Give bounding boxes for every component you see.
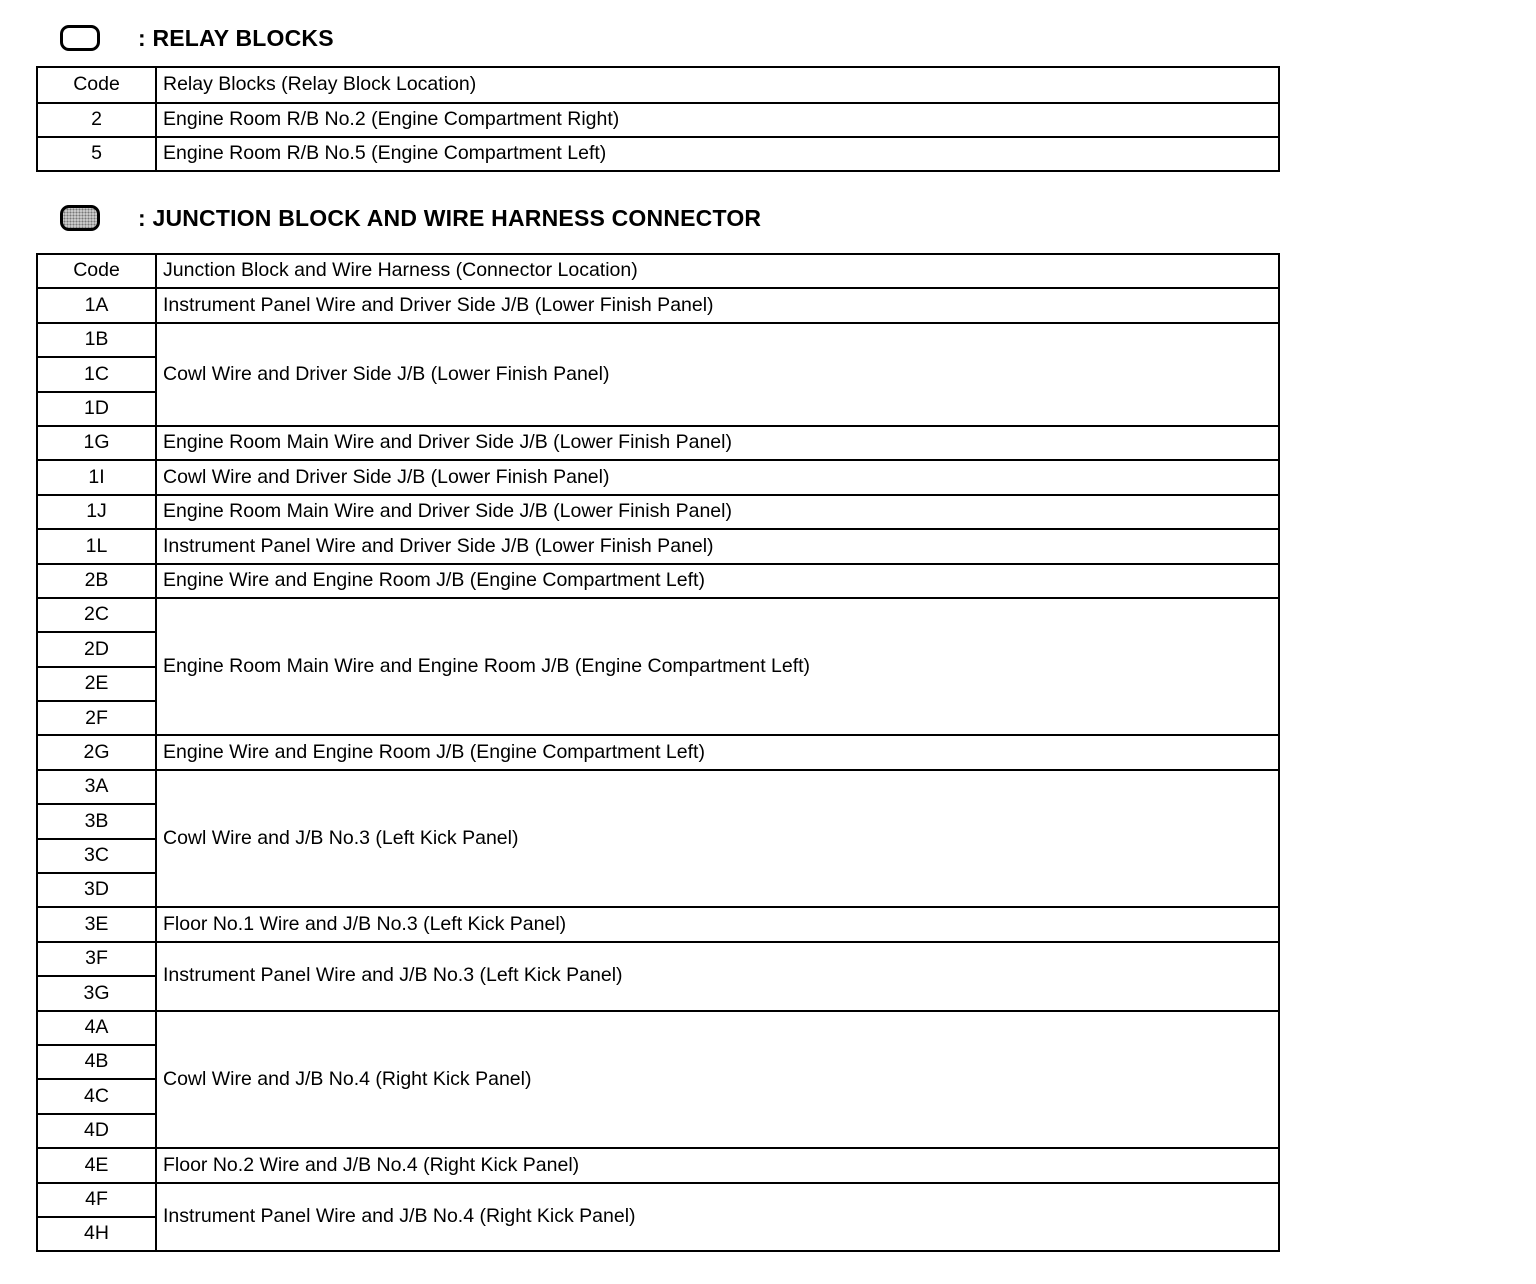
code-cell: 2D — [37, 632, 156, 666]
table-row — [37, 426, 1279, 460]
code-cell: 1B — [37, 323, 156, 357]
table-row — [37, 529, 1279, 563]
code-cell: 2F — [37, 701, 156, 735]
code-cell: 2E — [37, 667, 156, 701]
table-row — [37, 323, 1279, 357]
description-cell: Engine Room R/B No.2 (Engine Compartment Right) — [156, 103, 1279, 137]
code-cell: 4E — [37, 1148, 156, 1182]
description-cell: Cowl Wire and J/B No.3 (Left Kick Panel) — [156, 770, 1279, 908]
relay-blocks-table — [36, 66, 1280, 172]
description-column-header: Relay Blocks (Relay Block Location) — [156, 67, 1279, 103]
table-row — [37, 288, 1279, 322]
table-row — [37, 598, 1279, 632]
description-cell: Cowl Wire and J/B No.4 (Right Kick Panel) — [156, 1011, 1279, 1149]
rounded-rectangle-outline-icon — [60, 25, 100, 51]
code-column-header: Code — [37, 67, 156, 103]
code-cell: 3B — [37, 804, 156, 838]
table-row — [37, 735, 1279, 769]
table-row — [37, 770, 1279, 804]
description-cell: Engine Wire and Engine Room J/B (Engine Compartment Left) — [156, 564, 1279, 598]
table-row — [37, 460, 1279, 494]
description-cell: Cowl Wire and Driver Side J/B (Lower Finish Panel) — [156, 460, 1279, 494]
description-cell: Cowl Wire and Driver Side J/B (Lower Finish Panel) — [156, 323, 1279, 426]
table-row — [37, 1183, 1279, 1217]
description-cell: Floor No.2 Wire and J/B No.4 (Right Kick Panel) — [156, 1148, 1279, 1182]
code-cell: 2 — [37, 103, 156, 137]
code-cell: 3D — [37, 873, 156, 907]
code-cell: 3F — [37, 942, 156, 976]
code-column-header: Code — [37, 254, 156, 288]
code-cell: 4C — [37, 1079, 156, 1113]
table-row — [37, 1148, 1279, 1182]
code-cell: 1J — [37, 495, 156, 529]
code-cell: 1D — [37, 392, 156, 426]
code-cell: 2G — [37, 735, 156, 769]
code-cell: 4H — [37, 1217, 156, 1251]
table-header-row — [37, 254, 1279, 288]
code-cell: 4B — [37, 1045, 156, 1079]
rounded-rectangle-shaded-icon — [60, 205, 100, 231]
code-cell: 1I — [37, 460, 156, 494]
description-cell: Instrument Panel Wire and Driver Side J/B (Lower Finish Panel) — [156, 288, 1279, 322]
description-column-header: Junction Block and Wire Harness (Connector Location) — [156, 254, 1279, 288]
table-row — [37, 137, 1279, 171]
description-cell: Engine Room Main Wire and Driver Side J/B (Lower Finish Panel) — [156, 426, 1279, 460]
table-header-row — [37, 67, 1279, 103]
code-cell: 5 — [37, 137, 156, 171]
description-cell: Floor No.1 Wire and J/B No.3 (Left Kick Panel) — [156, 907, 1279, 941]
description-cell: Instrument Panel Wire and J/B No.4 (Right Kick Panel) — [156, 1183, 1279, 1252]
table-row — [37, 495, 1279, 529]
table-row — [37, 564, 1279, 598]
code-cell: 4D — [37, 1114, 156, 1148]
code-cell: 1L — [37, 529, 156, 563]
code-cell: 3E — [37, 907, 156, 941]
code-cell: 1C — [37, 357, 156, 391]
table-row — [37, 103, 1279, 137]
junction-block-table — [36, 253, 1280, 1252]
code-cell: 4F — [37, 1183, 156, 1217]
relay-blocks-heading — [60, 18, 334, 58]
description-cell: Engine Room R/B No.5 (Engine Compartment Left) — [156, 137, 1279, 171]
table-row — [37, 1011, 1279, 1045]
code-cell: 3G — [37, 976, 156, 1010]
code-cell: 3A — [37, 770, 156, 804]
relay-blocks-title: : RELAY BLOCKS — [138, 24, 334, 51]
junction-block-title: : JUNCTION BLOCK AND WIRE HARNESS CONNECTOR — [138, 204, 762, 231]
description-cell: Engine Wire and Engine Room J/B (Engine Compartment Left) — [156, 735, 1279, 769]
code-cell: 1A — [37, 288, 156, 322]
description-cell: Instrument Panel Wire and Driver Side J/B (Lower Finish Panel) — [156, 529, 1279, 563]
table-row — [37, 907, 1279, 941]
description-cell: Instrument Panel Wire and J/B No.3 (Left Kick Panel) — [156, 942, 1279, 1011]
code-cell: 2C — [37, 598, 156, 632]
code-cell: 4A — [37, 1011, 156, 1045]
junction-block-heading — [60, 198, 761, 238]
description-cell: Engine Room Main Wire and Engine Room J/B (Engine Compartment Left) — [156, 598, 1279, 736]
table-row — [37, 942, 1279, 976]
code-cell: 3C — [37, 839, 156, 873]
code-cell: 2B — [37, 564, 156, 598]
description-cell: Engine Room Main Wire and Driver Side J/B (Lower Finish Panel) — [156, 495, 1279, 529]
code-cell: 1G — [37, 426, 156, 460]
